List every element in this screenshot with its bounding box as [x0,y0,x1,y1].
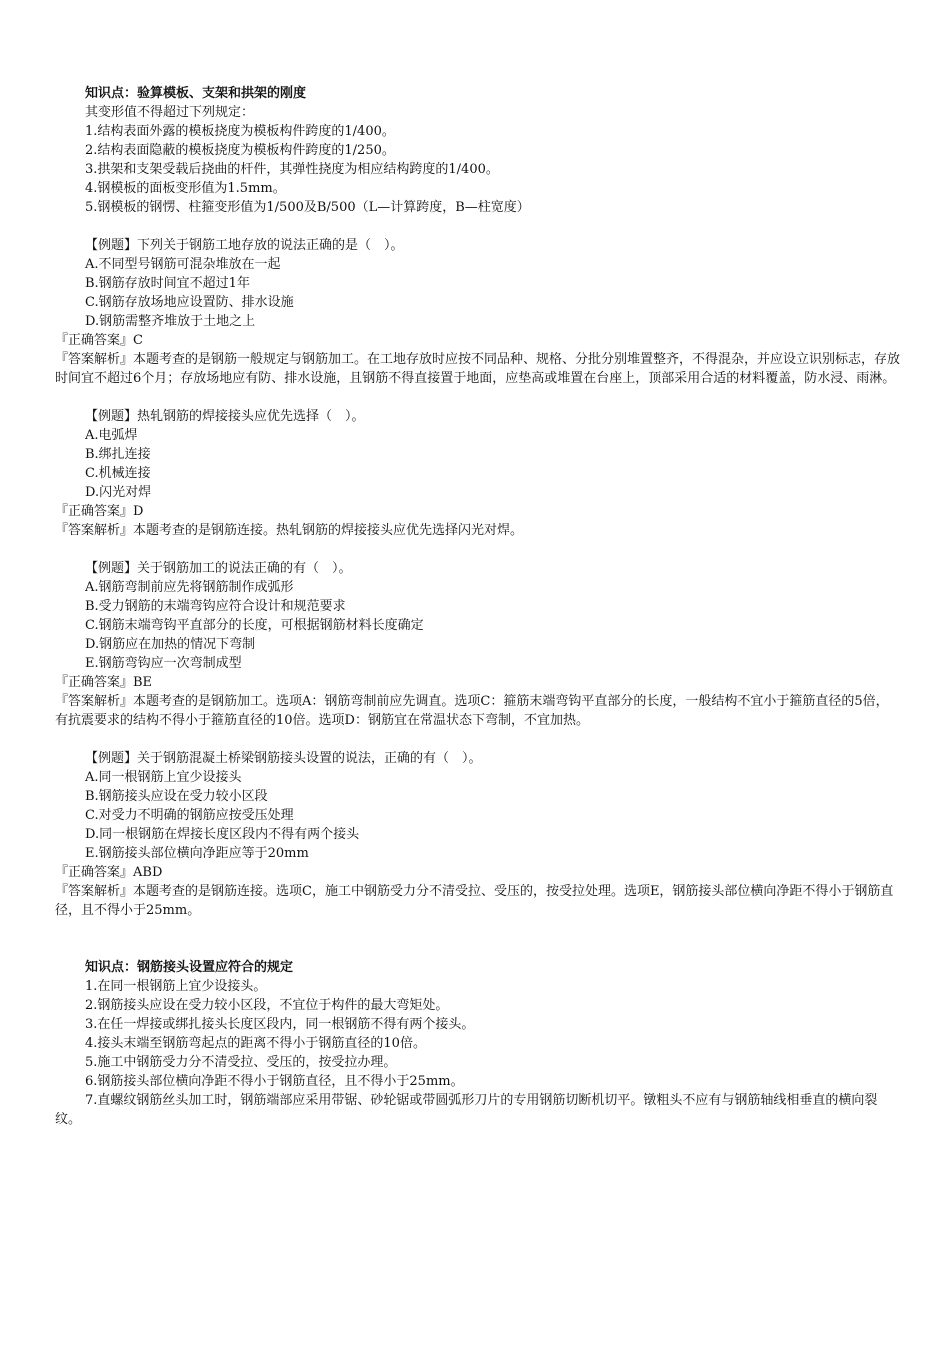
question-option: D.同一根钢筋在焊接长度区段内不得有两个接头 [85,827,360,842]
question-stem: 【例题】关于钢筋加工的说法正确的有（ ）。 [85,561,352,576]
list-item: 2.钢筋接头应设在受力较小区段，不宜位于构件的最大弯矩处。 [85,998,449,1013]
question-option: A.不同型号钢筋可混杂堆放在一起 [85,257,281,272]
answer-analysis: 『答案解析』本题考查的是钢筋连接。热轧钢筋的焊接接头应优先选择闪光对焊。 [55,523,524,538]
section-heading: 知识点：验算模板、支架和拱架的刚度 [85,86,307,101]
list-item: 2.结构表面隐蔽的模板挠度为模板构件跨度的1/250。 [85,143,395,158]
question-option: B.钢筋存放时间宜不超过1年 [85,276,250,291]
question-option: D.钢筋需整齐堆放于土地之上 [85,314,256,329]
question-stem: 【例题】关于钢筋混凝土桥梁钢筋接头设置的说法，正确的有（ ）。 [85,751,482,766]
section-intro: 其变形值不得超过下列规定： [85,105,255,120]
question-option: C.钢筋存放场地应设置防、排水设施 [85,295,294,310]
question-stem: 【例题】下列关于钢筋工地存放的说法正确的是（ ）。 [85,238,404,253]
list-item: 4.钢模板的面板变形值为1.5mm。 [85,181,286,196]
list-item: 5.钢模板的钢愣、柱箍变形值为1/500及B/500（L—计算跨度，B—柱宽度） [85,200,530,215]
question-option: C.对受力不明确的钢筋应按受压处理 [85,808,294,823]
list-item: 4.接头末端至钢筋弯起点的距离不得小于钢筋直径的10倍。 [85,1036,426,1051]
question-option: A.同一根钢筋上宜少设接头 [85,770,242,785]
question-option: D.钢筋应在加热的情况下弯制 [85,637,256,652]
correct-answer: 『正确答案』C [55,333,143,348]
correct-answer: 『正确答案』ABD [55,865,163,880]
question-option: B.受力钢筋的末端弯钩应符合设计和规范要求 [85,599,346,614]
answer-analysis: 『答案解析』本题考查的是钢筋一般规定与钢筋加工。在工地存放时应按不同品种、规格、分批分别堆置整齐，不得混杂，并应设立识别标志，存放时间宜不超过6个月；存放场地应有防、排水设施，且钢筋不得直接置于地面，应垫高或堆置在台座上，顶部采用合适的材料覆盖，防水浸、雨淋。 [55,352,901,386]
question-option: B.钢筋接头应设在受力较小区段 [85,789,268,804]
question-option: A.电弧焊 [85,428,138,443]
question-option: E.钢筋接头部位横向净距应等于20mm [85,846,309,861]
list-item: 3.拱架和支架受载后挠曲的杆件，其弹性挠度为相应结构跨度的1/400。 [85,162,499,177]
answer-analysis: 『答案解析』本题考查的是钢筋连接。选项C，施工中钢筋受力分不清受拉、受压的，按受拉处理。选项E，钢筋接头部位横向净距不得小于钢筋直径，且不得小于25mm。 [55,884,894,918]
correct-answer: 『正确答案』D [55,504,144,519]
question-option: C.机械连接 [85,466,151,481]
question-option: E.钢筋弯钩应一次弯制成型 [85,656,242,671]
correct-answer: 『正确答案』BE [55,675,153,690]
question-option: D.闪光对焊 [85,485,152,500]
document-page [55,84,900,1129]
question-stem: 【例题】热轧钢筋的焊接接头应优先选择（ ）。 [85,409,365,424]
question-option: C.钢筋末端弯钩平直部分的长度，可根据钢筋材料长度确定 [85,618,424,633]
list-item: 5.施工中钢筋受力分不清受拉、受压的，按受拉办理。 [85,1055,397,1070]
section-heading: 知识点：钢筋接头设置应符合的规定 [85,960,294,975]
list-item: 7.直螺纹钢筋丝头加工时，钢筋端部应采用带锯、砂轮锯或带圆弧形刀片的专用钢筋切断机切平。镦粗头不应有与钢筋轴线相垂直的横向裂纹。 [55,1093,878,1127]
question-option: B.绑扎连接 [85,447,151,462]
answer-analysis: 『答案解析』本题考查的是钢筋加工。选项A：钢筋弯制前应先调直。选项C：箍筋末端弯钩平直部分的长度，一般结构不宜小于箍筋直径的5倍，有抗震要求的结构不得小于箍筋直径的10倍。选项D：钢筋宜在常温状态下弯制，不宜加热。 [55,694,889,728]
list-item: 3.在任一焊接或绑扎接头长度区段内，同一根钢筋不得有两个接头。 [85,1017,475,1032]
list-item: 1.结构表面外露的模板挠度为模板构件跨度的1/400。 [85,124,395,139]
list-item: 6.钢筋接头部位横向净距不得小于钢筋直径，且不得小于25mm。 [85,1074,464,1089]
question-option: A.钢筋弯制前应先将钢筋制作成弧形 [85,580,294,595]
list-item: 1.在同一根钢筋上宜少设接头。 [85,979,267,994]
